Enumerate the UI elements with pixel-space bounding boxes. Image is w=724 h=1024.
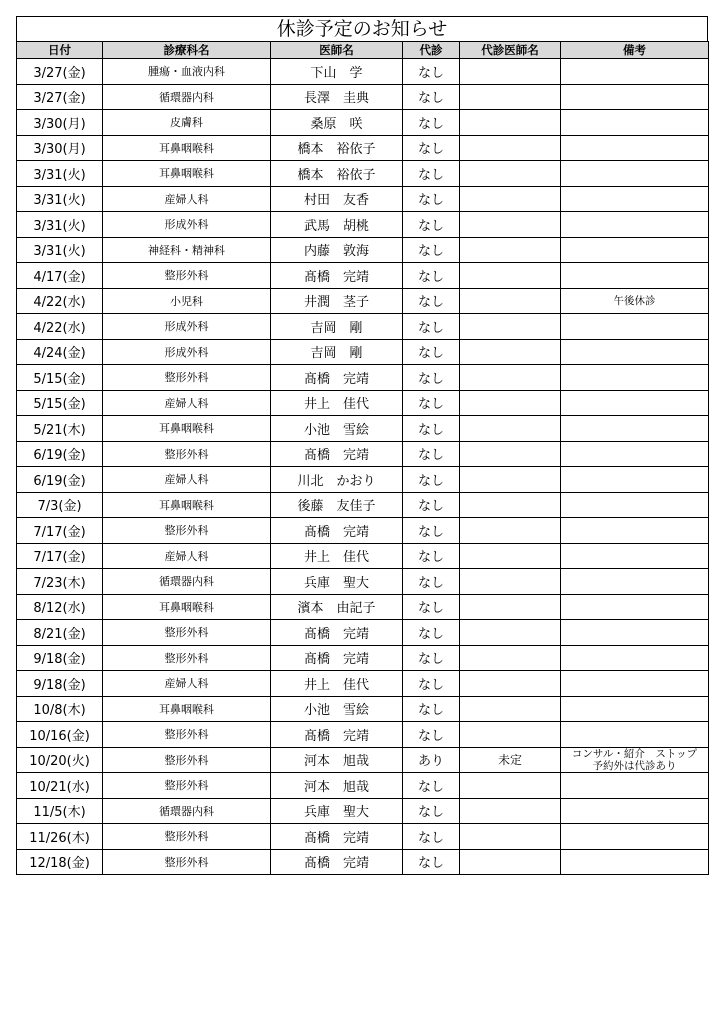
substitute-doctor-cell [460, 696, 561, 722]
department-cell: 耳鼻咽喉科 [103, 416, 271, 442]
note-cell [561, 773, 709, 799]
table-row [17, 161, 709, 187]
department-cell: 循環器内科 [103, 798, 271, 824]
note-cell [561, 543, 709, 569]
note-line: 予約外は代診あり [592, 759, 677, 772]
substitute-cell: なし [403, 849, 460, 875]
department-cell: 整形外科 [103, 441, 271, 467]
substitute-doctor-cell [460, 467, 561, 493]
date-cell: 9/18(金) [17, 645, 103, 671]
note-cell [561, 467, 709, 493]
substitute-doctor-cell [460, 84, 561, 110]
department-cell: 耳鼻咽喉科 [103, 492, 271, 518]
table-row [17, 594, 709, 620]
department-cell: 整形外科 [103, 722, 271, 748]
date-cell: 3/27(金) [17, 59, 103, 85]
doctor-cell: 髙橋 完靖 [271, 849, 403, 875]
note-cell [561, 594, 709, 620]
department-cell: 産婦人科 [103, 467, 271, 493]
table-row [17, 237, 709, 263]
date-cell: 7/17(金) [17, 543, 103, 569]
header-date: 日付 [17, 42, 103, 59]
doctor-cell: 吉岡 剛 [271, 339, 403, 365]
date-cell: 4/17(金) [17, 263, 103, 289]
note-cell [561, 696, 709, 722]
note-cell [561, 671, 709, 697]
doctor-cell: 井潤 茎子 [271, 288, 403, 314]
note-cell [561, 747, 709, 773]
note-cell [561, 365, 709, 391]
substitute-doctor-cell [460, 135, 561, 161]
header-notes: 備考 [561, 42, 709, 59]
note-cell [561, 161, 709, 187]
substitute-cell: なし [403, 441, 460, 467]
substitute-cell: なし [403, 237, 460, 263]
substitute-doctor-cell [460, 824, 561, 850]
substitute-cell: なし [403, 594, 460, 620]
date-cell: 7/3(金) [17, 492, 103, 518]
note-cell [561, 569, 709, 595]
table-row [17, 543, 709, 569]
department-cell: 整形外科 [103, 849, 271, 875]
date-cell: 9/18(金) [17, 671, 103, 697]
substitute-doctor-cell [460, 212, 561, 238]
substitute-cell: なし [403, 543, 460, 569]
date-cell: 3/31(火) [17, 212, 103, 238]
department-cell: 整形外科 [103, 263, 271, 289]
substitute-doctor-cell [460, 441, 561, 467]
doctor-cell: 長澤 圭典 [271, 84, 403, 110]
department-cell: 整形外科 [103, 824, 271, 850]
substitute-cell: なし [403, 773, 460, 799]
substitute-doctor-cell: 未定 [460, 747, 561, 773]
note-cell [561, 390, 709, 416]
table-body [17, 59, 709, 875]
substitute-doctor-cell [460, 671, 561, 697]
date-cell: 10/21(水) [17, 773, 103, 799]
date-cell: 7/17(金) [17, 518, 103, 544]
note-cell [561, 237, 709, 263]
note-cell [561, 416, 709, 442]
doctor-cell: 内藤 敦海 [271, 237, 403, 263]
date-cell: 12/18(金) [17, 849, 103, 875]
table-row [17, 747, 709, 773]
substitute-doctor-cell [460, 339, 561, 365]
department-cell: 形成外科 [103, 212, 271, 238]
substitute-cell: なし [403, 110, 460, 136]
doctor-cell: 髙橋 完靖 [271, 365, 403, 391]
substitute-doctor-cell [460, 594, 561, 620]
note-cell [561, 722, 709, 748]
doctor-cell: 後藤 友佳子 [271, 492, 403, 518]
substitute-doctor-cell [460, 110, 561, 136]
header-substitute: 代診 [403, 42, 460, 59]
table-row [17, 339, 709, 365]
doctor-cell: 髙橋 完靖 [271, 645, 403, 671]
substitute-cell: あり [403, 747, 460, 773]
substitute-cell: なし [403, 212, 460, 238]
page-title: 休診予定のお知らせ [16, 16, 708, 41]
department-cell: 整形外科 [103, 773, 271, 799]
substitute-cell: なし [403, 339, 460, 365]
doctor-cell: 河本 旭哉 [271, 747, 403, 773]
doctor-cell: 井上 佳代 [271, 671, 403, 697]
date-cell: 4/24(金) [17, 339, 103, 365]
substitute-doctor-cell [460, 798, 561, 824]
substitute-cell: なし [403, 696, 460, 722]
date-cell: 5/15(金) [17, 390, 103, 416]
substitute-cell: なし [403, 314, 460, 340]
header-department: 診療科名 [103, 42, 271, 59]
doctor-cell: 髙橋 完靖 [271, 722, 403, 748]
substitute-doctor-cell [460, 161, 561, 187]
department-cell: 整形外科 [103, 620, 271, 646]
closure-table [16, 41, 709, 875]
substitute-doctor-cell [460, 722, 561, 748]
doctor-cell: 桑原 咲 [271, 110, 403, 136]
note-line: コンサル・紹介 ストップ [571, 747, 698, 760]
note-cell [561, 110, 709, 136]
table-row [17, 59, 709, 85]
date-cell: 4/22(水) [17, 314, 103, 340]
substitute-cell: なし [403, 569, 460, 595]
department-cell: 産婦人科 [103, 543, 271, 569]
doctor-cell: 下山 学 [271, 59, 403, 85]
substitute-cell: なし [403, 620, 460, 646]
substitute-doctor-cell [460, 314, 561, 340]
doctor-cell: 武馬 胡桃 [271, 212, 403, 238]
note-cell [561, 135, 709, 161]
substitute-doctor-cell [460, 365, 561, 391]
header-doctor: 医師名 [271, 42, 403, 59]
note-cell [561, 441, 709, 467]
department-cell: 産婦人科 [103, 671, 271, 697]
substitute-cell: なし [403, 416, 460, 442]
department-cell: 形成外科 [103, 339, 271, 365]
note-cell [561, 314, 709, 340]
department-cell: 皮膚科 [103, 110, 271, 136]
substitute-cell: なし [403, 671, 460, 697]
table-row [17, 824, 709, 850]
substitute-doctor-cell [460, 263, 561, 289]
note-cell [561, 492, 709, 518]
substitute-doctor-cell [460, 543, 561, 569]
doctor-cell: 吉岡 剛 [271, 314, 403, 340]
substitute-cell: なし [403, 824, 460, 850]
substitute-doctor-cell [460, 645, 561, 671]
department-cell: 産婦人科 [103, 390, 271, 416]
table-row [17, 314, 709, 340]
date-cell: 11/5(木) [17, 798, 103, 824]
doctor-cell: 兵庫 聖大 [271, 798, 403, 824]
doctor-cell: 髙橋 完靖 [271, 824, 403, 850]
table-row [17, 671, 709, 697]
table-row [17, 620, 709, 646]
date-cell: 11/26(木) [17, 824, 103, 850]
table-row [17, 696, 709, 722]
table-row [17, 84, 709, 110]
schedule-sheet [16, 16, 708, 875]
department-cell: 耳鼻咽喉科 [103, 161, 271, 187]
doctor-cell: 小池 雪絵 [271, 696, 403, 722]
note-cell [561, 339, 709, 365]
substitute-doctor-cell [460, 288, 561, 314]
note-cell [561, 212, 709, 238]
table-row [17, 798, 709, 824]
doctor-cell: 橋本 裕依子 [271, 161, 403, 187]
doctor-cell: 兵庫 聖大 [271, 569, 403, 595]
doctor-cell: 川北 かおり [271, 467, 403, 493]
substitute-cell: なし [403, 365, 460, 391]
date-cell: 3/30(月) [17, 110, 103, 136]
note-cell [561, 59, 709, 85]
substitute-cell: なし [403, 390, 460, 416]
table-row [17, 467, 709, 493]
note-cell [561, 849, 709, 875]
date-cell: 5/15(金) [17, 365, 103, 391]
note-cell [561, 84, 709, 110]
date-cell: 8/21(金) [17, 620, 103, 646]
substitute-doctor-cell [460, 518, 561, 544]
table-row [17, 569, 709, 595]
date-cell: 3/31(火) [17, 186, 103, 212]
doctor-cell: 髙橋 完靖 [271, 441, 403, 467]
substitute-cell: なし [403, 84, 460, 110]
department-cell: 小児科 [103, 288, 271, 314]
department-cell: 神経科・精神科 [103, 237, 271, 263]
doctor-cell: 河本 旭哉 [271, 773, 403, 799]
substitute-doctor-cell [460, 620, 561, 646]
substitute-doctor-cell [460, 492, 561, 518]
date-cell: 6/19(金) [17, 441, 103, 467]
substitute-cell: なし [403, 722, 460, 748]
substitute-cell: なし [403, 263, 460, 289]
date-cell: 10/16(金) [17, 722, 103, 748]
table-row [17, 416, 709, 442]
substitute-cell: なし [403, 492, 460, 518]
date-cell: 10/8(木) [17, 696, 103, 722]
substitute-cell: なし [403, 798, 460, 824]
department-cell: 産婦人科 [103, 186, 271, 212]
department-cell: 耳鼻咽喉科 [103, 135, 271, 161]
date-cell: 3/30(月) [17, 135, 103, 161]
table-row [17, 186, 709, 212]
table-row [17, 492, 709, 518]
department-cell: 整形外科 [103, 365, 271, 391]
date-cell: 8/12(水) [17, 594, 103, 620]
department-cell: 耳鼻咽喉科 [103, 696, 271, 722]
table-row [17, 645, 709, 671]
department-cell: 整形外科 [103, 747, 271, 773]
department-cell: 整形外科 [103, 645, 271, 671]
substitute-doctor-cell [460, 390, 561, 416]
table-row [17, 365, 709, 391]
doctor-cell: 井上 佳代 [271, 390, 403, 416]
substitute-cell: なし [403, 161, 460, 187]
date-cell: 4/22(水) [17, 288, 103, 314]
header-row [17, 42, 709, 59]
substitute-cell: なし [403, 467, 460, 493]
doctor-cell: 濱本 由記子 [271, 594, 403, 620]
department-cell: 腫瘍・血液内科 [103, 59, 271, 85]
substitute-doctor-cell [460, 849, 561, 875]
table-row [17, 135, 709, 161]
table-row [17, 110, 709, 136]
table-row [17, 849, 709, 875]
note-cell [561, 518, 709, 544]
department-cell: 循環器内科 [103, 84, 271, 110]
table-row [17, 441, 709, 467]
note-cell [561, 645, 709, 671]
table-row [17, 263, 709, 289]
note-cell [561, 263, 709, 289]
substitute-cell: なし [403, 59, 460, 85]
date-cell: 6/19(金) [17, 467, 103, 493]
note-cell: 午後休診 [561, 288, 709, 314]
table-row [17, 288, 709, 314]
note-cell [561, 798, 709, 824]
date-cell: 3/27(金) [17, 84, 103, 110]
header-substitute-doctor: 代診医師名 [460, 42, 561, 59]
substitute-cell: なし [403, 186, 460, 212]
note-cell [561, 186, 709, 212]
doctor-cell: 橋本 裕依子 [271, 135, 403, 161]
substitute-doctor-cell [460, 773, 561, 799]
date-cell: 5/21(木) [17, 416, 103, 442]
substitute-doctor-cell [460, 569, 561, 595]
department-cell: 耳鼻咽喉科 [103, 594, 271, 620]
substitute-doctor-cell [460, 416, 561, 442]
substitute-cell: なし [403, 135, 460, 161]
doctor-cell: 小池 雪絵 [271, 416, 403, 442]
table-row [17, 722, 709, 748]
substitute-doctor-cell [460, 59, 561, 85]
note-cell [561, 620, 709, 646]
doctor-cell: 髙橋 完靖 [271, 620, 403, 646]
date-cell: 3/31(火) [17, 237, 103, 263]
date-cell: 3/31(火) [17, 161, 103, 187]
table-row [17, 518, 709, 544]
date-cell: 7/23(木) [17, 569, 103, 595]
table-row [17, 390, 709, 416]
department-cell: 循環器内科 [103, 569, 271, 595]
department-cell: 形成外科 [103, 314, 271, 340]
substitute-doctor-cell [460, 237, 561, 263]
table-row [17, 773, 709, 799]
doctor-cell: 井上 佳代 [271, 543, 403, 569]
date-cell: 10/20(火) [17, 747, 103, 773]
substitute-doctor-cell [460, 186, 561, 212]
doctor-cell: 村田 友香 [271, 186, 403, 212]
department-cell: 整形外科 [103, 518, 271, 544]
doctor-cell: 髙橋 完靖 [271, 518, 403, 544]
substitute-cell: なし [403, 518, 460, 544]
note-cell [561, 824, 709, 850]
substitute-cell: なし [403, 645, 460, 671]
substitute-cell: なし [403, 288, 460, 314]
doctor-cell: 髙橋 完靖 [271, 263, 403, 289]
table-row [17, 212, 709, 238]
